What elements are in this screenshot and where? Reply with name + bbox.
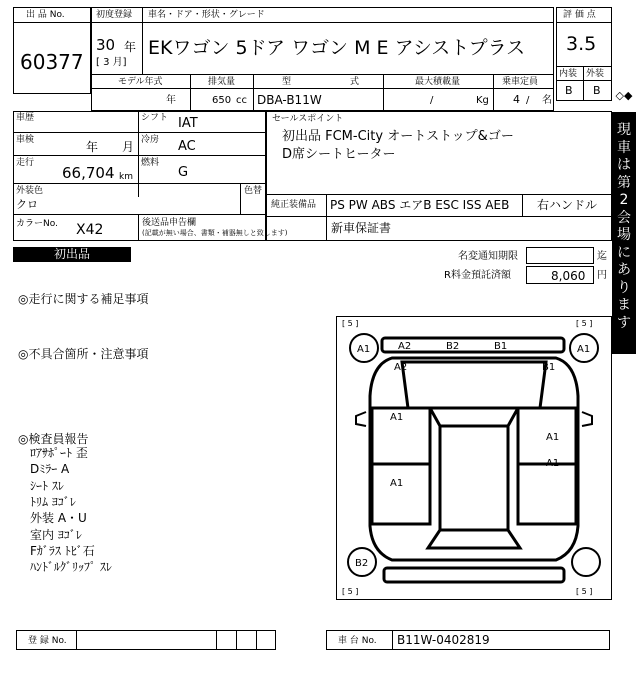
name-change-box xyxy=(526,247,594,264)
side-char: 現 xyxy=(617,122,631,138)
windshield xyxy=(430,408,518,426)
type-label: 型 xyxy=(282,77,292,87)
equip-label: 純正装備品 xyxy=(271,200,317,210)
type-value: DBA-B11W xyxy=(257,93,322,107)
mark-rear-left-wheel: B2 xyxy=(355,558,369,569)
interior-grade: B xyxy=(565,84,573,97)
rear-glass xyxy=(428,530,520,548)
color-no-value: X42 xyxy=(76,222,104,238)
corner-label-tr: [ 5 ] xyxy=(576,319,593,328)
corner-label-tl: [ 5 ] xyxy=(342,319,359,328)
side-char: あ xyxy=(617,262,631,278)
lot-label: 出 品 No. xyxy=(26,10,65,20)
inspection-label: 車検 xyxy=(16,135,35,145)
ac-value: AC xyxy=(178,139,196,154)
mark-left-fender: A2 xyxy=(394,362,408,373)
report-line: ﾊﾝﾄﾞﾙｸﾞﾘｯﾌﾟ ｽﾚ xyxy=(30,560,112,575)
car-damage-diagram xyxy=(336,316,612,600)
model-year-label: モデル年式 xyxy=(118,77,163,87)
car-name: EKワゴン 5ドア ワゴン M E アシストプラス xyxy=(148,37,526,59)
capacity-sep: / xyxy=(526,95,530,106)
handle-value: 右ハンドル xyxy=(537,198,598,212)
rear-bumper xyxy=(384,568,564,582)
inspector-title: ◎検査員報告 xyxy=(18,432,89,446)
equip-value: PS PW ABS エアB ESC ISS AEB xyxy=(330,198,510,212)
year-unit: 年 xyxy=(124,40,137,54)
ac-label: 冷房 xyxy=(141,135,160,145)
sales-line-1: 初出品 FCM-City オートストップ&ゴー xyxy=(282,129,514,144)
fuel-value: G xyxy=(178,165,189,180)
displacement-value: 650 xyxy=(212,95,232,106)
corner-label-br: [ 5 ] xyxy=(576,587,593,596)
side-char: り xyxy=(617,279,631,296)
recolor-label: 色替 xyxy=(244,186,263,196)
exterior-grade: B xyxy=(593,84,601,97)
driving-notes-title: ◎走行に関する補足事項 xyxy=(18,292,149,306)
max-load-label: 最大積載量 xyxy=(415,77,461,87)
report-line: ﾄﾘﾑ ﾖｺﾞﾚ xyxy=(30,494,76,509)
recycle-label: R料金預託済額 xyxy=(444,270,511,281)
docs-label: 後送品申告欄 xyxy=(142,218,197,228)
displacement-label: 排気量 xyxy=(208,77,236,87)
mark-right-rear-door: A1 xyxy=(546,458,560,469)
mileage-label: 走行 xyxy=(16,158,35,168)
capacity-label: 乗車定員 xyxy=(502,77,539,87)
sales-title: セールスポイント xyxy=(272,114,344,124)
side-char: 2 xyxy=(619,192,629,208)
side-bottom-mark: ◇◆ xyxy=(615,333,633,346)
side-char: 車 xyxy=(617,139,631,156)
report-line: Dﾐﾗｰ A xyxy=(30,462,70,477)
model-year-unit: 年 xyxy=(166,95,176,106)
exterior-label: 外装 xyxy=(586,69,605,79)
roof xyxy=(440,426,508,530)
max-load-value: / xyxy=(430,95,434,106)
first-listing-tag: 初出品 xyxy=(13,247,131,262)
mark-bumper-b1: B1 xyxy=(494,341,508,352)
report-line: ｼｰﾄ ｽﾚ xyxy=(30,478,64,493)
mark-front-left-wheel: A1 xyxy=(357,344,371,355)
fuel-label: 燃料 xyxy=(141,158,160,168)
rear-right-wheel xyxy=(572,548,600,576)
first-reg-month: [ 3 月] xyxy=(96,57,127,68)
mark-left-front-door: A1 xyxy=(390,412,404,423)
capacity-value: 4 xyxy=(513,93,520,106)
mileage-value: 66,704 xyxy=(62,164,115,182)
side-char: 場 xyxy=(617,227,631,243)
capacity-unit: 名 xyxy=(542,95,552,106)
inspection-month: 月 xyxy=(122,140,135,154)
ext-color-label: 外装色 xyxy=(16,186,44,196)
score-label: 評 価 点 xyxy=(563,10,596,20)
score-value: 3.5 xyxy=(566,33,597,55)
name-change-label: 名変通知期限 xyxy=(458,251,518,262)
name-change-unit: 迄 xyxy=(597,251,607,262)
docs-note: (記載が無い場合、書類・補器無しと致します) xyxy=(142,229,288,237)
shift-label: シフト xyxy=(141,113,169,123)
chassis-label: 車 台 No. xyxy=(338,636,377,646)
mark-bumper-b2: B2 xyxy=(446,341,460,352)
recycle-value: 8,060 xyxy=(551,269,586,283)
inspection-year: 年 xyxy=(86,140,99,154)
hood xyxy=(402,362,546,408)
warranty-value: 新車保証書 xyxy=(331,221,392,235)
history-label: 車歴 xyxy=(16,113,35,123)
mark-front-right-wheel: A1 xyxy=(577,344,591,355)
sales-line-2: D席シートヒーター xyxy=(282,147,396,162)
side-char: ま xyxy=(617,297,631,313)
left-rear-door xyxy=(372,464,430,524)
report-line: 室内 ﾖｺﾞﾚ xyxy=(30,527,82,542)
chassis-value: B11W-0402819 xyxy=(397,633,490,647)
right-rear-door xyxy=(518,464,576,524)
first-reg-year: 30 xyxy=(96,36,116,54)
interior-label: 内装 xyxy=(559,69,578,79)
mark-right-fender: B1 xyxy=(542,362,556,373)
car-name-label: 車名・ドア・形状・グレード xyxy=(148,10,265,20)
side-char: す xyxy=(617,314,631,331)
mark-right-front-door: A1 xyxy=(546,432,560,443)
report-line: ﾛｱｻﾎﾟｰﾄ 歪 xyxy=(30,446,88,460)
ext-color-value: クロ xyxy=(16,198,38,211)
corner-label-bl: [ 5 ] xyxy=(342,587,359,596)
color-no-label: カラーNo. xyxy=(16,219,58,229)
side-top-mark: ◇◆ xyxy=(615,89,633,102)
side-banner xyxy=(612,112,636,354)
report-line: 外装 A・U xyxy=(30,511,87,526)
first-reg-label: 初度登録 xyxy=(96,10,133,20)
side-char: 第 xyxy=(617,174,631,191)
right-mirror xyxy=(582,412,592,426)
side-char: 会 xyxy=(617,209,631,226)
lot-number: 60377 xyxy=(20,50,84,74)
mark-left-rear-door: A1 xyxy=(390,478,404,489)
shift-value: IAT xyxy=(178,116,198,131)
reg-label: 登 録 No. xyxy=(28,636,67,646)
displacement-unit: cc xyxy=(236,95,247,106)
recycle-unit: 円 xyxy=(597,270,607,281)
side-char: に xyxy=(617,244,631,261)
max-load-unit: Kg xyxy=(476,95,489,106)
side-char: は xyxy=(617,157,631,173)
mileage-unit: km xyxy=(119,172,133,182)
report-line: Fｶﾞﾗｽ ﾄﾋﾞ石 xyxy=(30,543,95,558)
type-label-2: 式 xyxy=(350,77,360,87)
mark-bumper-a2: A2 xyxy=(398,341,412,352)
defects-title: ◎不具合箇所・注意事項 xyxy=(18,347,149,361)
left-mirror xyxy=(356,412,366,426)
